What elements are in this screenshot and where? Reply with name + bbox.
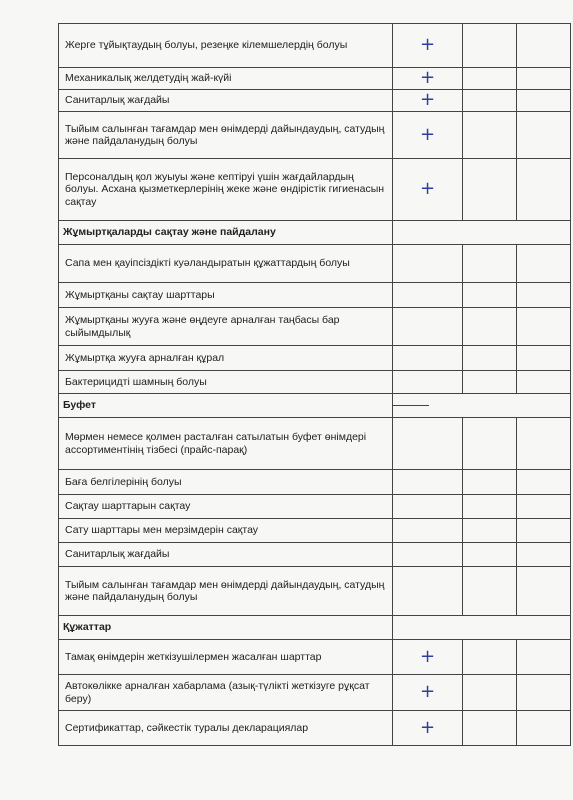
- compliance-cell: [393, 283, 463, 308]
- handwritten-dash-mark: [393, 405, 429, 406]
- blank-cell: [517, 308, 571, 346]
- compliance-cell: [393, 90, 463, 112]
- criterion-text: Тыйым салынған тағамдар мен өнімдерді дайындаудың, сатудың және пайдаланудың болуы: [59, 112, 393, 159]
- criterion-text: Жұмыртқаны сақтау шарттары: [59, 283, 393, 308]
- compliance-cell: [393, 711, 463, 746]
- table-row: [59, 371, 571, 394]
- table-row: [59, 519, 571, 543]
- compliance-cell: [393, 245, 463, 283]
- criterion-text: Тыйым салынған тағамдар мен өнімдерді дайындаудың, сатудың және пайдаланудың болуы: [59, 567, 393, 616]
- handwritten-plus-mark: +: [419, 123, 436, 145]
- handwritten-plus-mark: +: [419, 34, 436, 56]
- table-row: [59, 112, 571, 159]
- compliance-cell: [393, 519, 463, 543]
- section-header-row: [59, 616, 571, 640]
- blank-cell: [463, 543, 517, 567]
- handwritten-plus-mark: +: [419, 89, 436, 111]
- blank-cell: [517, 470, 571, 495]
- section-title: Буфет: [59, 394, 393, 418]
- blank-cell: [463, 245, 517, 283]
- blank-cell: [517, 543, 571, 567]
- blank-cell: [463, 308, 517, 346]
- compliance-cell: [393, 675, 463, 711]
- blank-cell: [517, 675, 571, 711]
- section-blank-cell: [393, 616, 571, 640]
- section-header-row: [59, 221, 571, 245]
- compliance-cell: [393, 112, 463, 159]
- blank-cell: [463, 371, 517, 394]
- blank-cell: [463, 418, 517, 470]
- handwritten-plus-mark: +: [419, 67, 436, 89]
- compliance-cell: [393, 543, 463, 567]
- criterion-text: Бактерицидті шамның болуы: [59, 371, 393, 394]
- table-row: [59, 543, 571, 567]
- compliance-cell: [393, 470, 463, 495]
- section-blank-cell: [393, 394, 571, 418]
- checklist-table: [58, 23, 571, 746]
- table-row: [59, 68, 571, 90]
- criterion-text: Баға белгілерінің болуы: [59, 470, 393, 495]
- section-title: Құжаттар: [59, 616, 393, 640]
- criterion-text: Жұмыртқаны жууға және өңдеуге арналған таңбасы бар сыйымдылық: [59, 308, 393, 346]
- section-header-row: [59, 394, 571, 418]
- table-row: [59, 675, 571, 711]
- table-row: [59, 711, 571, 746]
- blank-cell: [517, 640, 571, 675]
- criterion-text: Сақтау шарттарын сақтау: [59, 495, 393, 519]
- blank-cell: [463, 283, 517, 308]
- blank-cell: [463, 519, 517, 543]
- table-row: [59, 346, 571, 371]
- blank-cell: [463, 567, 517, 616]
- blank-cell: [463, 470, 517, 495]
- table-row: [59, 495, 571, 519]
- compliance-cell: [393, 371, 463, 394]
- criterion-text: Персоналдың қол жуыуы және кептіруі үшін жағдайлардың болуы. Асхана қызметкерлерінің жеке және өндірістік гигиенасын сақтау: [59, 159, 393, 221]
- section-blank-cell: [393, 221, 571, 245]
- criterion-text: Санитарлық жағдайы: [59, 90, 393, 112]
- table-row: [59, 308, 571, 346]
- blank-cell: [517, 711, 571, 746]
- table-row: [59, 640, 571, 675]
- blank-cell: [517, 159, 571, 221]
- compliance-cell: [393, 68, 463, 90]
- blank-cell: [463, 640, 517, 675]
- table-row: [59, 283, 571, 308]
- blank-cell: [517, 24, 571, 68]
- blank-cell: [517, 90, 571, 112]
- compliance-cell: [393, 346, 463, 371]
- criterion-text: Санитарлық жағдайы: [59, 543, 393, 567]
- criterion-text: Жұмыртқа жууға арналған құрал: [59, 346, 393, 371]
- criterion-text: Сертификаттар, сәйкестік туралы декларациялар: [59, 711, 393, 746]
- table-row: [59, 418, 571, 470]
- criterion-text: Жерге тұйықтаудың болуы, резеңке кілемшелердің болуы: [59, 24, 393, 68]
- handwritten-plus-mark: +: [419, 716, 436, 738]
- blank-cell: [463, 112, 517, 159]
- table-row: [59, 245, 571, 283]
- blank-cell: [463, 68, 517, 90]
- blank-cell: [463, 675, 517, 711]
- blank-cell: [463, 24, 517, 68]
- compliance-cell: [393, 159, 463, 221]
- table-row: [59, 24, 571, 68]
- criterion-text: Сату шарттары мен мерзімдерін сақтау: [59, 519, 393, 543]
- section-title: Жұмыртқаларды сақтау және пайдалану: [59, 221, 393, 245]
- compliance-cell: [393, 495, 463, 519]
- blank-cell: [517, 68, 571, 90]
- blank-cell: [463, 711, 517, 746]
- blank-cell: [463, 90, 517, 112]
- blank-cell: [517, 371, 571, 394]
- blank-cell: [517, 346, 571, 371]
- criterion-text: Сапа мен қауіпсіздікті куәландыратын құжаттардың болуы: [59, 245, 393, 283]
- blank-cell: [517, 283, 571, 308]
- handwritten-plus-mark: +: [419, 681, 436, 703]
- table-row: [59, 567, 571, 616]
- blank-cell: [463, 159, 517, 221]
- blank-cell: [517, 495, 571, 519]
- blank-cell: [517, 519, 571, 543]
- compliance-cell: [393, 308, 463, 346]
- table-row: [59, 159, 571, 221]
- blank-cell: [517, 418, 571, 470]
- handwritten-plus-mark: +: [419, 645, 436, 667]
- compliance-cell: [393, 567, 463, 616]
- handwritten-plus-mark: +: [419, 178, 436, 200]
- criterion-text: Механикалық желдетудің жай-күйі: [59, 68, 393, 90]
- blank-cell: [517, 245, 571, 283]
- blank-cell: [517, 112, 571, 159]
- blank-cell: [517, 567, 571, 616]
- criterion-text: Автокөлікке арналған хабарлама (азық-түлікті жеткізуге рұқсат беру): [59, 675, 393, 711]
- table-row: [59, 470, 571, 495]
- blank-cell: [463, 495, 517, 519]
- compliance-cell: [393, 418, 463, 470]
- criterion-text: Тамақ өнімдерін жеткізушілермен жасалған шарттар: [59, 640, 393, 675]
- blank-cell: [463, 346, 517, 371]
- criterion-text: Мөрмен немесе қолмен расталған сатылатын буфет өнімдері ассортиментінің тізбесі (прайс-парақ): [59, 418, 393, 470]
- table-row: [59, 90, 571, 112]
- compliance-cell: [393, 640, 463, 675]
- compliance-cell: [393, 24, 463, 68]
